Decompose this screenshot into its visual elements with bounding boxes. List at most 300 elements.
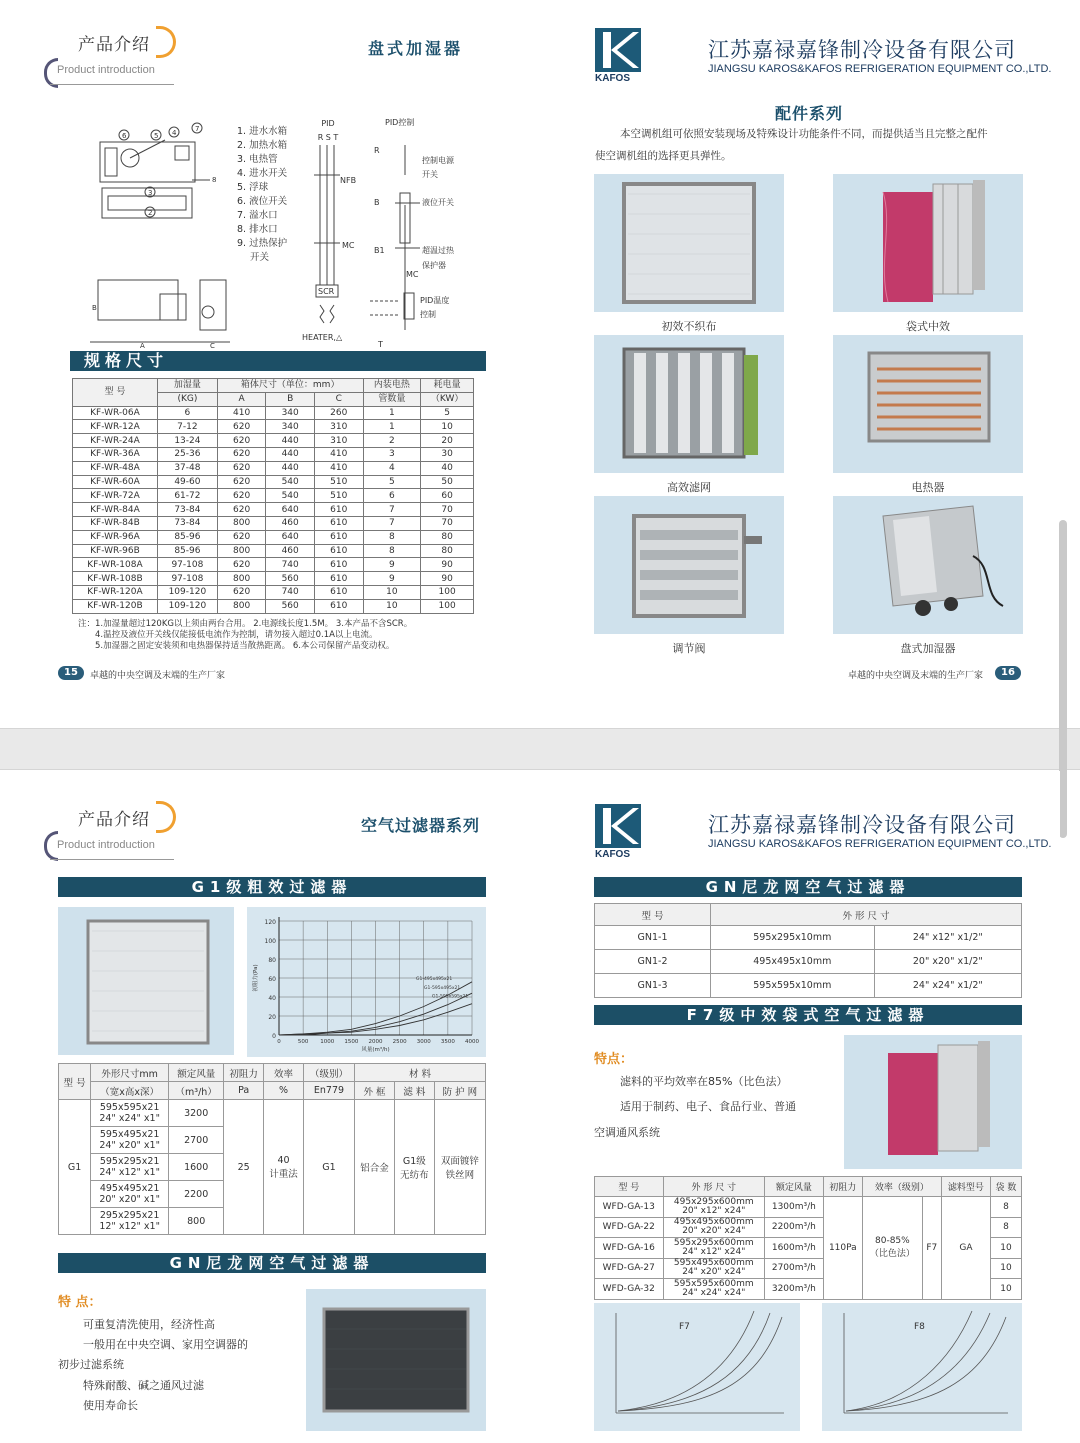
spec-cell: 410 xyxy=(314,447,363,461)
legend-item: 7. 溢水口 xyxy=(237,210,278,221)
spec-row xyxy=(73,516,474,530)
spec-row xyxy=(73,572,474,586)
spec-cell: 73-84 xyxy=(157,503,217,517)
th-model: 型 号 xyxy=(59,1064,91,1100)
spec-cell: 85-96 xyxy=(157,530,217,544)
feature-5: 使用寿命长 xyxy=(83,1399,138,1412)
photo-hepa-filter xyxy=(594,335,784,473)
wfd-size xyxy=(663,1258,764,1279)
svg-text:C: C xyxy=(210,342,215,350)
y-tick-label: 60 xyxy=(268,976,276,983)
feature-title: 特点： xyxy=(594,1052,634,1067)
th-flow: 额定风量 xyxy=(169,1064,224,1082)
f7-chart-label: F7 xyxy=(679,1322,690,1332)
gn-cell: 24" x12" x1/2" xyxy=(874,926,1021,950)
th-frame: 外 框 xyxy=(355,1082,395,1100)
feature-title: 特 点： xyxy=(58,1295,102,1310)
spec-row xyxy=(73,475,474,489)
spec-cell: 80 xyxy=(421,544,474,558)
g1-media xyxy=(394,1100,434,1235)
spec-cell: 1 xyxy=(363,406,421,420)
spec-cell: 620 xyxy=(217,503,266,517)
circuit-pid-ctrl: PID控制 xyxy=(385,118,415,127)
f7-chart xyxy=(594,1303,800,1431)
spec-cell: 109-120 xyxy=(157,599,217,613)
g1-grade: G1 xyxy=(303,1100,354,1235)
spec-cell: KF-WR-120B xyxy=(73,599,158,613)
spec-cell: 440 xyxy=(266,434,315,448)
wfd-size xyxy=(663,1197,764,1218)
spec-row xyxy=(73,420,474,434)
caption-5: 调节阀 xyxy=(672,642,706,655)
legend-item: 开关 xyxy=(250,252,270,263)
humidifier-drawing xyxy=(90,120,230,350)
spec-cell: 620 xyxy=(217,420,266,434)
g1-size-mm: 595x595x21 xyxy=(99,1102,160,1113)
spec-cell: 30 xyxy=(421,447,474,461)
spec-cell: 49-60 xyxy=(157,475,217,489)
spec-cell: 7 xyxy=(363,516,421,530)
g1-flow: 2200 xyxy=(169,1181,224,1208)
spec-cell: KF-WR-12A xyxy=(73,420,158,434)
circuit-b: B xyxy=(374,198,380,207)
wfd-flow: 2200m³/h xyxy=(765,1217,824,1238)
spec-cell: 260 xyxy=(314,406,363,420)
spec-cell: 540 xyxy=(266,489,315,503)
spec-cell: 740 xyxy=(266,558,315,572)
spec-cell: 410 xyxy=(314,461,363,475)
f8-chart xyxy=(822,1303,1022,1431)
th-flow-unit: （m³/h） xyxy=(169,1082,224,1100)
g1-mesh xyxy=(434,1100,485,1235)
g1-flow: 1600 xyxy=(169,1154,224,1181)
f8-chart-panel xyxy=(822,1303,1022,1431)
spec-cell: 97-108 xyxy=(157,558,217,572)
spec-cell: 6 xyxy=(363,489,421,503)
g1-mesh-line2: 铁丝网 xyxy=(445,1170,475,1181)
wfd-flow: 2700m³/h xyxy=(765,1258,824,1279)
intro-arc xyxy=(156,26,176,58)
wfd-size-mm: 495x295x600mm xyxy=(673,1196,754,1207)
th-c: C xyxy=(314,392,363,406)
g1-media-type: 无纺布 xyxy=(400,1170,429,1181)
photo-bag-filter xyxy=(833,174,1023,312)
spec-cell: 5 xyxy=(421,406,474,420)
spec-cell: 310 xyxy=(314,420,363,434)
gn-cell: 495x495x10mm xyxy=(711,950,875,974)
spec-cell: 3 xyxy=(363,447,421,461)
wfd-model: WFD-GA-27 xyxy=(595,1258,664,1279)
wfd-size xyxy=(663,1279,764,1300)
intro-underline xyxy=(50,859,174,860)
spec-cell: 85-96 xyxy=(157,544,217,558)
feature-4: 特殊耐酸、碱之通风过滤 xyxy=(83,1379,204,1392)
spec-cell: 10 xyxy=(421,420,474,434)
svg-text:3: 3 xyxy=(148,189,153,197)
th-resist-unit: Pa xyxy=(224,1082,264,1100)
spec-cell: 440 xyxy=(266,447,315,461)
g1-model: G1 xyxy=(59,1100,91,1235)
gn-row xyxy=(595,974,1022,998)
spec-cell: 340 xyxy=(266,406,315,420)
spec-cell: 620 xyxy=(217,558,266,572)
g1-band: G1级粗效过滤器 xyxy=(58,877,486,897)
svg-text:8: 8 xyxy=(212,176,217,184)
spec-cell: KF-WR-120A xyxy=(73,585,158,599)
x-tick-label: 0 xyxy=(277,1039,281,1045)
spec-cell: 90 xyxy=(421,558,474,572)
spec-cell: KF-WR-96A xyxy=(73,530,158,544)
page-number-text: 16 xyxy=(1001,667,1015,678)
spec-row xyxy=(73,544,474,558)
g1-size xyxy=(91,1181,169,1208)
feature-1: 滤料的平均效率在85%（比色法） xyxy=(620,1075,788,1088)
spec-cell: 60 xyxy=(421,489,474,503)
svg-text:A: A xyxy=(140,342,145,350)
spec-cell: 620 xyxy=(217,475,266,489)
th-eff: 效率（级别） xyxy=(862,1177,941,1197)
intro-subtitle: Product introduction xyxy=(57,839,155,851)
g1-flow: 800 xyxy=(169,1208,224,1235)
svg-text:6: 6 xyxy=(122,132,127,140)
series-label: G1-595x495x21 xyxy=(424,986,461,992)
g1-size xyxy=(91,1154,169,1181)
x-tick-label: 3000 xyxy=(416,1039,431,1045)
intro-subtitle: Product introduction xyxy=(57,64,155,76)
wfd-model: WFD-GA-22 xyxy=(595,1217,664,1238)
th-grade: （级别） xyxy=(303,1064,354,1082)
spec-cell: 620 xyxy=(217,461,266,475)
th-heater2: 管数量 xyxy=(363,392,421,406)
th-humid-unit: (KG) xyxy=(157,392,217,406)
th-media: 滤 料 xyxy=(394,1082,434,1100)
spec-cell: 5 xyxy=(363,475,421,489)
x-tick-label: 1500 xyxy=(344,1039,359,1045)
spec-cell: 800 xyxy=(217,572,266,586)
spec-cell: 800 xyxy=(217,544,266,558)
g1-flow: 2700 xyxy=(169,1127,224,1154)
series-label: G1-595x595x21 xyxy=(432,994,469,1000)
spec-row xyxy=(73,447,474,461)
photo-primary-filter xyxy=(594,174,784,312)
company-name-cn: 江苏嘉禄嘉锋制冷设备有限公司 xyxy=(708,813,1016,837)
spec-cell: 10 xyxy=(363,599,421,613)
wfd-flow: 1300m³/h xyxy=(765,1197,824,1218)
photo-gn-filter xyxy=(306,1289,486,1431)
note-line: 注：1.加湿量超过120KG以上须由两台合用。 2.电源线长度1.5M。 3.本产品不含SCR。 xyxy=(78,619,413,629)
wfd-size-inch: 24" x12" x24" xyxy=(682,1246,746,1257)
spec-cell: KF-WR-72A xyxy=(73,489,158,503)
legend-item: 9. 过热保护 xyxy=(237,238,288,249)
gn-cell: 20" x20" x1/2" xyxy=(874,950,1021,974)
spec-cell: KF-WR-96B xyxy=(73,544,158,558)
wfd-bags: 10 xyxy=(990,1238,1021,1259)
x-tick-label: 2500 xyxy=(392,1039,407,1045)
th-size: 外 形 尺 寸 xyxy=(711,904,1022,926)
logo-text: KAFOS xyxy=(595,849,630,860)
th-media: 滤料型号 xyxy=(941,1177,990,1197)
g1-resist: 25 xyxy=(224,1100,264,1235)
g1-flow: 3200 xyxy=(169,1100,224,1127)
th-resist: 初阻力 xyxy=(224,1064,264,1082)
circuit-protector: 保护器 xyxy=(422,261,446,270)
legend-item: 6. 液位开关 xyxy=(237,196,288,207)
page-title: 空气过滤器系列 xyxy=(361,816,481,835)
spec-row xyxy=(73,599,474,613)
logo-text: KAFOS xyxy=(595,73,630,84)
spec-cell: 73-84 xyxy=(157,516,217,530)
page-title: 盘式加湿器 xyxy=(368,39,464,58)
y-tick-label: 20 xyxy=(268,1014,276,1021)
spec-band: 规格尺寸 xyxy=(70,351,486,371)
svg-text:2: 2 xyxy=(148,209,153,217)
wfd-size-inch: 20" x12" x24" xyxy=(682,1205,746,1216)
th-model: 型 号 xyxy=(73,379,158,407)
page-title: 配件系列 xyxy=(775,104,844,123)
g1-size xyxy=(91,1100,169,1127)
wfd-size-inch: 24" x20" x24" xyxy=(682,1267,746,1278)
circuit-ctrl-power: 控制电源 xyxy=(422,156,454,165)
g1-size-inch: 12" x12" x1" xyxy=(99,1221,160,1232)
g1-eff xyxy=(264,1100,304,1235)
wfd-size-inch: 20" x20" x24" xyxy=(682,1226,746,1237)
g1-size-mm: 595x295x21 xyxy=(99,1156,160,1167)
photo-damper xyxy=(594,496,784,634)
g1-resistance-chart xyxy=(247,907,486,1057)
spec-cell: 610 xyxy=(314,516,363,530)
spec-cell: 100 xyxy=(421,599,474,613)
wfd-size-mm: 495x495x600mm xyxy=(673,1217,754,1228)
spec-cell: 620 xyxy=(217,434,266,448)
wfd-media: GA xyxy=(941,1197,990,1300)
spec-cell: KF-WR-108A xyxy=(73,558,158,572)
circuit-mc2: MC xyxy=(406,270,419,279)
spec-cell: KF-WR-108B xyxy=(73,572,158,586)
legend-item: 3. 电热管 xyxy=(237,154,278,165)
th-size2: （宽x高x深） xyxy=(91,1082,169,1100)
spec-cell: 440 xyxy=(266,461,315,475)
page-15 xyxy=(0,0,540,728)
spec-cell: 410 xyxy=(217,406,266,420)
circuit-nfb: NFB xyxy=(340,176,357,185)
spec-cell: 70 xyxy=(421,503,474,517)
y-axis-label: 初阻力(Pa) xyxy=(253,964,259,992)
spec-cell: 610 xyxy=(314,558,363,572)
company-name-cn: 江苏嘉禄嘉锋制冷设备有限公司 xyxy=(708,38,1016,62)
g1-eff-method: 计重法 xyxy=(269,1168,298,1180)
spec-cell: 620 xyxy=(217,447,266,461)
scrollbar-thumb[interactable] xyxy=(1059,520,1067,838)
g1-frame: 铝合金 xyxy=(355,1100,395,1235)
th-bags: 袋 数 xyxy=(990,1177,1021,1197)
spec-row xyxy=(73,585,474,599)
gn-body xyxy=(595,926,1022,998)
wfd-size-mm: 595x295x600mm xyxy=(673,1237,754,1248)
gn-cell: GN1-1 xyxy=(595,926,711,950)
circuit-level-switch: 液位开关 xyxy=(422,198,454,207)
g1-size-inch: 24" x12" x1" xyxy=(99,1167,160,1178)
circuit-overheat: 超温过热 xyxy=(422,246,454,255)
spec-cell: 109-120 xyxy=(157,585,217,599)
spec-cell: 9 xyxy=(363,572,421,586)
spec-cell: 460 xyxy=(266,516,315,530)
spec-cell: 640 xyxy=(266,530,315,544)
wfd-eff xyxy=(862,1197,922,1300)
svg-text:7: 7 xyxy=(195,125,200,133)
th-eff: 效率 xyxy=(264,1064,304,1082)
spec-cell: 80 xyxy=(421,530,474,544)
spec-cell: KF-WR-06A xyxy=(73,406,158,420)
spec-cell: 340 xyxy=(266,420,315,434)
g1-size-inch: 24" x24" x1" xyxy=(99,1113,160,1124)
page-18 xyxy=(540,771,1060,1443)
g1-size-mm: 295x295x21 xyxy=(99,1210,160,1221)
th-box: 箱体尺寸（单位：mm） xyxy=(217,379,363,393)
circuit-scr: SCR xyxy=(318,287,335,296)
spec-cell: 620 xyxy=(217,530,266,544)
spec-cell: 560 xyxy=(266,572,315,586)
th-humid: 加湿量 xyxy=(157,379,217,393)
wfd-bags: 8 xyxy=(990,1197,1021,1218)
circuit-ctrl: 控制 xyxy=(420,310,436,319)
company-logo xyxy=(595,804,641,848)
wfd-resist: 110Pa xyxy=(823,1197,862,1300)
spec-table xyxy=(72,378,474,614)
th-model: 型 号 xyxy=(595,904,711,926)
photo-pan-humidifier xyxy=(833,496,1023,634)
f8-chart-label: F8 xyxy=(914,1322,925,1332)
spec-cell: 610 xyxy=(314,544,363,558)
circuit-pid: PID xyxy=(321,119,335,128)
g1-size xyxy=(91,1127,169,1154)
g1-row xyxy=(59,1100,486,1127)
circuit-r: R xyxy=(374,146,380,155)
spec-row xyxy=(73,558,474,572)
spec-cell: 2 xyxy=(363,434,421,448)
th-resist: 初阻力 xyxy=(823,1177,862,1197)
gn-band: GN尼龙网空气过滤器 xyxy=(58,1253,486,1273)
wfd-grade: F7 xyxy=(922,1197,941,1300)
feature-2: 一般用在中央空调、家用空调器的 xyxy=(83,1338,248,1351)
spec-cell: 620 xyxy=(217,489,266,503)
legend-item: 5. 浮球 xyxy=(237,182,269,193)
wfd-size xyxy=(663,1217,764,1238)
th-material: 材 料 xyxy=(355,1064,486,1082)
spec-cell: 620 xyxy=(217,585,266,599)
spec-row xyxy=(73,503,474,517)
feature-3: 空调通风系统 xyxy=(594,1126,660,1139)
spec-cell: 9 xyxy=(363,558,421,572)
spec-cell: 8 xyxy=(363,544,421,558)
wfd-body xyxy=(595,1197,1022,1300)
th-power-unit: （KW） xyxy=(421,392,474,406)
y-tick-label: 120 xyxy=(264,919,276,926)
spec-cell: 8 xyxy=(363,530,421,544)
g1-size-inch: 20" x20" x1" xyxy=(99,1194,160,1205)
spec-cell: 560 xyxy=(266,599,315,613)
x-axis-label: 风量(m³/h) xyxy=(361,1047,390,1053)
feature-2: 适用于制药、电子、食品行业、普通 xyxy=(620,1100,796,1113)
th-size: 外形尺寸mm xyxy=(91,1064,169,1082)
f7-band: F7级中效袋式空气过滤器 xyxy=(594,1005,1022,1025)
th-b: B xyxy=(266,392,315,406)
logo-k-icon xyxy=(595,28,641,72)
wfd-size xyxy=(663,1238,764,1259)
page-number xyxy=(58,666,84,680)
x-tick-label: 4000 xyxy=(465,1039,479,1045)
intro-title: 产品介绍 xyxy=(78,35,150,55)
photo-f7-filter xyxy=(844,1035,1022,1169)
wfd-model: WFD-GA-32 xyxy=(595,1279,664,1300)
spec-row xyxy=(73,406,474,420)
wfd-model: WFD-GA-16 xyxy=(595,1238,664,1259)
y-tick-label: 0 xyxy=(272,1033,276,1040)
g1-table xyxy=(58,1063,486,1235)
circuit-heater: HEATER,△ xyxy=(302,333,343,342)
th-flow: 额定风量 xyxy=(765,1177,824,1197)
circuit-pid-temp: PID温度 xyxy=(420,296,450,305)
spec-cell: 310 xyxy=(314,434,363,448)
gn-cell: 595x595x10mm xyxy=(711,974,875,998)
circuit-switch: 开关 xyxy=(422,170,438,179)
wfd-bags: 10 xyxy=(990,1258,1021,1279)
g1-mesh-line1: 双面镀锌 xyxy=(440,1156,479,1167)
gn-cell: GN1-2 xyxy=(595,950,711,974)
company-name-en: JIANGSU KAROS&KAFOS REFRIGERATION EQUIPMENT CO.,LTD. xyxy=(708,63,1052,75)
spec-row xyxy=(73,530,474,544)
wfd-table xyxy=(594,1176,1022,1300)
caption-4: 电热器 xyxy=(911,481,945,494)
logo-k-icon xyxy=(595,804,641,848)
svg-text:4: 4 xyxy=(172,129,177,137)
diagram-legend xyxy=(237,125,287,265)
spec-cell: 610 xyxy=(314,572,363,586)
f7-chart-panel xyxy=(594,1303,800,1431)
x-tick-label: 1000 xyxy=(320,1039,335,1045)
spec-cell: 1 xyxy=(363,420,421,434)
feature-1: 可重复清洗使用，经济性高 xyxy=(83,1318,215,1331)
intro-arc-left xyxy=(44,831,58,861)
spec-cell: 640 xyxy=(266,503,315,517)
wfd-size-mm: 595x495x600mm xyxy=(673,1258,754,1269)
feature-3: 初步过滤系统 xyxy=(58,1358,124,1371)
wfd-flow: 3200m³/h xyxy=(765,1279,824,1300)
caption-3: 高效滤网 xyxy=(667,481,711,494)
desc-line-1: 本空调机组可依照安装现场及特殊设计功能条件不同，而提供适当且完整之配件 xyxy=(620,128,988,140)
wfd-bags: 8 xyxy=(990,1217,1021,1238)
th-a: A xyxy=(217,392,266,406)
gn-cell: 24" x24" x1/2" xyxy=(874,974,1021,998)
wfd-model: WFD-GA-13 xyxy=(595,1197,664,1218)
spec-cell: 610 xyxy=(314,503,363,517)
spec-cell: 610 xyxy=(314,530,363,544)
photo-electric-heater xyxy=(833,335,1023,473)
spec-cell: 7-12 xyxy=(157,420,217,434)
spec-cell: 13-24 xyxy=(157,434,217,448)
spec-cell: KF-WR-84A xyxy=(73,503,158,517)
circuit-rst: R S T xyxy=(317,133,339,142)
spec-cell: 7 xyxy=(363,503,421,517)
spec-cell: 20 xyxy=(421,434,474,448)
th-grade2: En779 xyxy=(303,1082,354,1100)
spec-cell: 6 xyxy=(157,406,217,420)
series-label: G1-495x495x21 xyxy=(416,976,453,982)
spec-cell: 610 xyxy=(314,585,363,599)
th-mesh: 防 护 网 xyxy=(434,1082,485,1100)
y-tick-label: 100 xyxy=(264,938,276,945)
spec-cell: 50 xyxy=(421,475,474,489)
spec-body xyxy=(73,406,474,613)
